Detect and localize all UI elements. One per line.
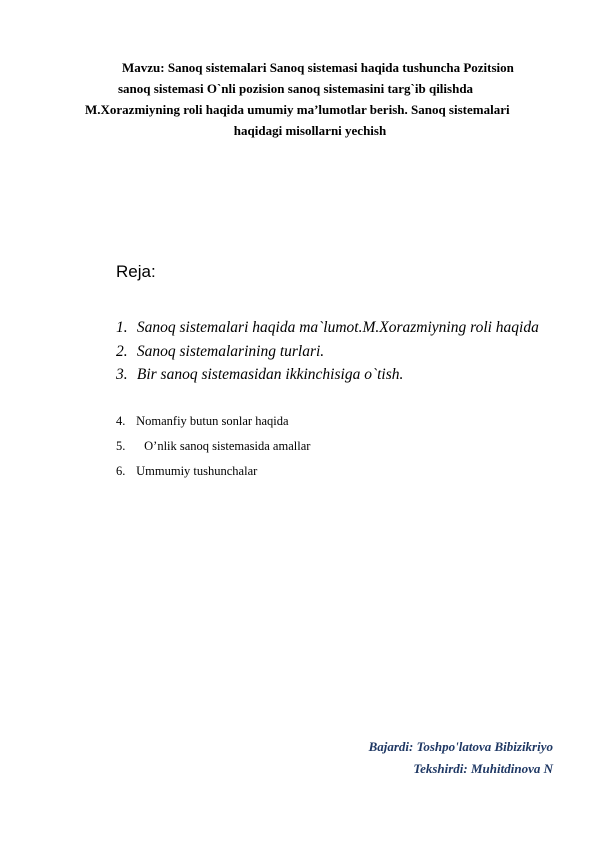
list-item-text: Sanoq sistemalari haqida ma`lumot.M.Xorazmiyning roli haqida [136,319,539,336]
plan-list-secondary [116,409,310,484]
prepared-by: Bajardi: Toshpo'latova Bibizikriyo [368,739,553,754]
list-item-number: 4. [116,414,126,428]
list-item-number: 3. [116,366,128,383]
list-item [116,434,310,459]
list-item-number: 6. [116,464,126,478]
list-item [116,363,539,387]
checked-by: Tekshirdi: Muhitdinova N [413,761,553,776]
list-item [116,459,310,484]
signature-block [369,736,553,780]
title-line-4: haqidagi misollarni yechish [233,123,387,138]
title-line-3: M.Xorazmiyning roli haqida umumiy ma’lumotlar berish. Sanoq sistemalari [85,102,510,117]
document-title [85,57,555,141]
list-item-text: Bir sanoq sistemasidan ikkinchisiga o`tish. [136,366,404,383]
list-item-number: 1. [116,319,128,336]
list-item-number: 5. [116,439,126,453]
plan-list-main [116,316,539,387]
title-line-2: sanoq sistemasi O`nli pozision sanoq sistemasini targ`ib qilishda [118,81,474,96]
list-item [116,409,310,434]
list-item [116,340,539,364]
plan-heading: Reja: [116,262,156,281]
list-item-text: Sanoq sistemalarining turlari. [136,342,325,360]
list-item-text: Nomanfiy butun sonlar haqida [136,414,289,428]
list-item-text: O’nlik sanoq sistemasida amallar [144,439,311,453]
title-line-1: Mavzu: Sanoq sistemalari Sanoq sistemasi haqida tushuncha Pozitsion [122,60,514,75]
list-item-text: Ummumiy tushunchalar [136,464,258,478]
list-item-number: 2. [116,342,128,360]
list-item [116,316,539,340]
